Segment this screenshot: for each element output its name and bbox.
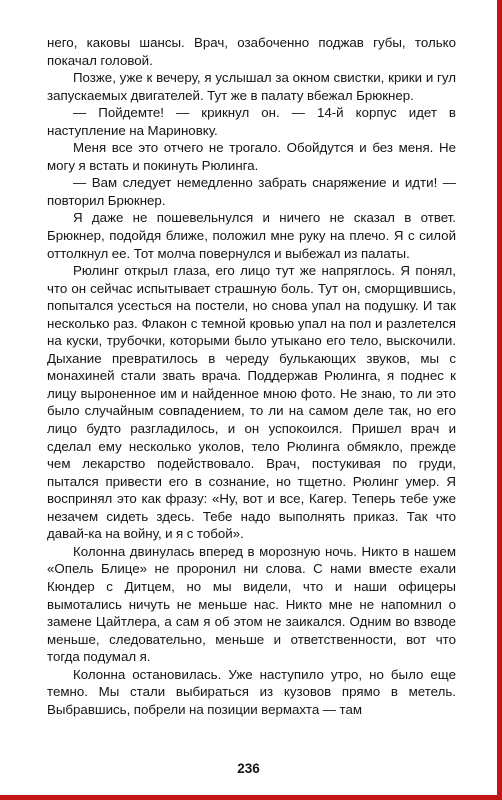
page-number: 236: [237, 761, 260, 776]
paragraph-continued: него, каковы шансы. Врач, озабоченно поджав губы, только покачал головой.: [47, 35, 456, 68]
paragraph: Колонна остановилась. Уже наступило утро, но было еще темно. Мы стали выбираться из кузовов прямо в метель. Выбравшись, побрели на позиции вермахта — там: [47, 666, 456, 717]
paragraph: Я даже не пошевельнулся и ничего не сказал в ответ. Брюкнер, подойдя ближе, положил мне руку на плечо. Я с силой оттолкнул ее. Тот молча повернулся и выбежал из палаты.: [47, 210, 456, 261]
dialogue-line: — Вам следует немедленно забрать снаряжение и идти! — повторил Брюкнер.: [47, 175, 456, 208]
paragraph: Меня все это отчего не трогало. Обойдутся и без меня. Не могу я встать и покинуть Рюлинга.: [47, 140, 456, 173]
paragraph: Позже, уже к вечеру, я услышал за окном свистки, крики и гул запускаемых двигателей. Тут же в палату вбежал Брюкнер.: [47, 70, 456, 103]
paragraph: Колонна двинулась вперед в морозную ночь. Никто в нашем «Опель Блице» не проронил ни слова. С нами вместе ехали Кюндер с Дитцем, но мы видели, что и наши офицеры вымотались ничуть не меньше нас. Никто мне не напомнил о замене Цайтлера, а сам я об этом не заикался. Одним во взводе меньше, следовательно, меньше и ответственности, вот что тогда подумал я.: [47, 543, 456, 665]
body-text: [47, 34, 456, 718]
dialogue-line: — Пойдемте! — крикнул он. — 14-й корпус идет в наступление на Мариновку.: [47, 105, 456, 138]
paragraph: Рюлинг открыл глаза, его лицо тут же напряглось. Я понял, что он сейчас испытывает страшную боль. Тут он, сморщившись, попытался усесться на постели, но снова упал на подушку. И так несколько раз. Флакон с темной кровью упал на пол и разлетелся на куски, трубочки, которыми было утыкано его тело, выскочили. Дыхание превратилось в череду булькающих звуков, мы с монахиней стали звать врача. Поддержав Рюлинга, я поднес к лицу выроненное им и найденное мною фото. Не знаю, то ли это было случайным совпадением, то ли на самом деле так, но его лицо будто разгладилось, и он успокоился. Пришел врач и сделал ему несколько уколов, тело Рюлинга обмякло, прежде чем лекарство подействовало. Врач, постукивая по груди, пытался привести его в сознание, но тщетно. Рюлинг умер. Я воспринял это как фразу: «Ну, вот и все, Кагер. Теперь тебе уже незачем сидеть здесь. Тебе надо выполнять приказ. Так что давай-ка на войну, и я с тобой».: [47, 263, 456, 542]
